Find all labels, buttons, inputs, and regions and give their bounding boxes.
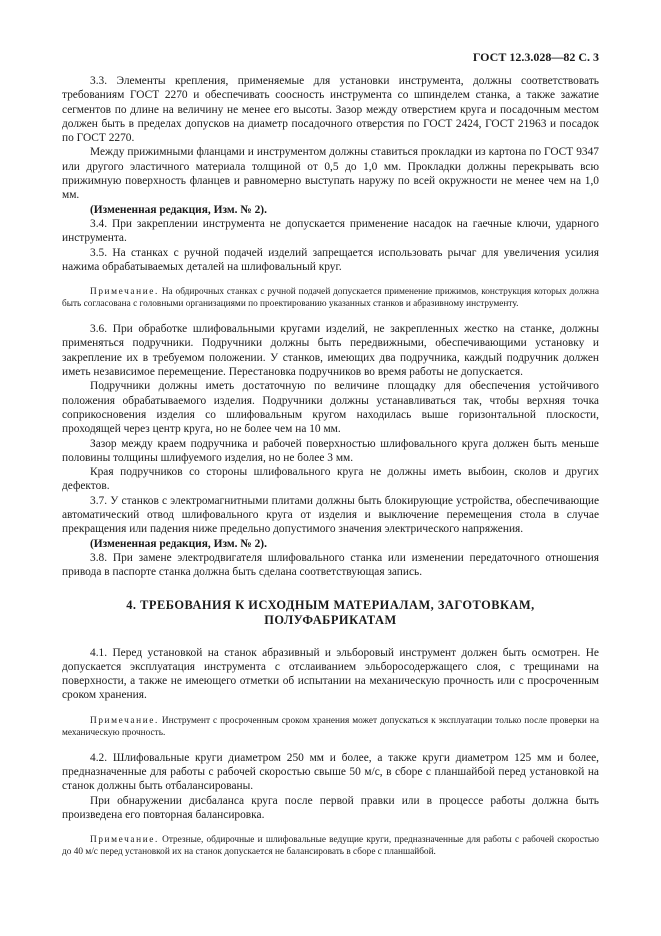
paragraph-3-3: 3.3. Элементы крепления, применяемые для установки инструмента, должны соответствовать требованиям ГОСТ 2270 и обеспечивать соосность инструмента со шпинделем станка, а также зажатие сегментов по длине на величину не менее его высоты. Зазор между отверстием круга и посадочным местом должен быть в пределах допусков на диаметр посадочного отверстия по ГОСТ 2424, ГОСТ 21963 и посадок по ГОСТ 2270. [62,75,599,145]
note-label: Примечание. [90,287,159,298]
paragraph-4-2-rebalance: При обнаружении дисбаланса круга после первой правки или в процессе работы должна быть произведена его повторная балансировка. [62,794,599,821]
paragraph-3-5: 3.5. На станках с ручной подачей изделий запрещается использовать рычаг для увеличения усилия нажима обрабатываемых деталей на шлифовальный круг. [62,246,599,273]
note-1 [62,286,599,310]
section-4-title: 4. ТРЕБОВАНИЯ К ИСХОДНЫМ МАТЕРИАЛАМ, ЗАГОТОВКАМ, ПОЛУФАБРИКАТАМ [126,597,535,627]
note-label: Примечание. [90,715,159,726]
note-3 [62,834,599,858]
paragraph-3-4: 3.4. При закреплении инструмента не допускается применение насадок на гаечные ключи, ударного инструмента. [62,217,599,245]
revision-note-1: (Измененная редакция, Изм. № 2). [90,203,267,216]
note-2 [62,715,599,739]
paragraph-3-6-edges: Края подручников со стороны шлифовального круга не должны иметь выбоин, сколов и других дефектов. [62,466,599,493]
page-header: ГОСТ 12.3.028—82 С. 3 [472,50,599,64]
note-label: Примечание. [90,835,159,846]
note-text: На обдирочных станках с ручной подачей допускается применение прижимов, конструкция которых должна быть согласована с головными организациями по проектированию указанных станков и абразивному инструменту. [62,287,599,310]
paragraph-3-6-gap: Зазор между краем подручника и рабочей поверхностью шлифовального круга должен быть меньше половины толщины шлифуемого изделия, но не более 3 мм. [62,437,599,464]
paragraph-3-8: 3.8. При замене электродвигателя шлифовального станка или изменении передаточного отношения привода в паспорте станка должна быть сделана соответствующая запись. [62,551,599,579]
paragraph-4-1: 4.1. Перед установкой на станок абразивный и эльборовый инструмент должен быть осмотрен. Не допускается эксплуатация инструмента с отслаиванием эльборосодержащего слоя, с трещинами на поверхности, а также не имеющего отметки об испытании на механическую прочность или с просроченным сроком хранения. [62,646,599,702]
paragraph-3-3-gaskets: Между прижимными фланцами и инструментом должны ставиться прокладки из картона по ГОСТ 9347 или другого эластичного материала толщиной от 0,5 до 1,0 мм. Прокладки должны перекрывать всю прижимную поверхность фланцев и равномерно выступать наружу по всей окружности не менее чем на 1,0 мм. [62,146,599,202]
paragraph-4-2: 4.2. Шлифовальные круги диаметром 250 мм и более, а также круги диаметром 125 мм и более, предназначенные для работы с рабочей скоростью свыше 50 м/с, в сборе с планшайбой перед установкой на станок должны быть отбалансированы. [62,751,599,793]
paragraph-3-7: 3.7. У станков с электромагнитными плитами должны быть блокирующие устройства, обеспечивающие автоматический отвод шлифовального круга от изделия и выключение перемещения стола в случае прекращения или падения ниже предельно допустимого значения электрического напряжения. [62,494,599,536]
paragraph-3-6-platform: Подручники должны иметь достаточную по величине площадку для обеспечения устойчивого положения обрабатываемого изделия. Подручники должны устанавливаться так, чтобы верхняя точка соприкосновения изделия со шлифовальным кругом находилась выше горизонтальной плоскости, проходящей через центр круга, но не более чем на 10 мм. [62,380,599,436]
revision-note-2: (Измененная редакция, Изм. № 2). [90,537,267,550]
paragraph-3-6: 3.6. При обработке шлифовальными кругами изделий, не закрепленных жестко на станке, должны применяться подручники. Подручники должны быть передвижными, обеспечивающими установку и закрепление их в требуемом положении. У станков, имеющих два подручника, каждый подручник должен иметь независимое перемещение. Перестановка подручников во время работы не допускается. [62,323,599,379]
note-text: Инструмент с просроченным сроком хранения может допускаться к эксплуатации только после проверки на механическую прочность. [62,715,599,738]
note-text: Отрезные, обдирочные и шлифовальные ведущие круги, предназначенные для работы с рабочей скоростью до 40 м/с перед установкой их на станок допускается не балансировать в сборе с планшайбой. [62,835,599,858]
